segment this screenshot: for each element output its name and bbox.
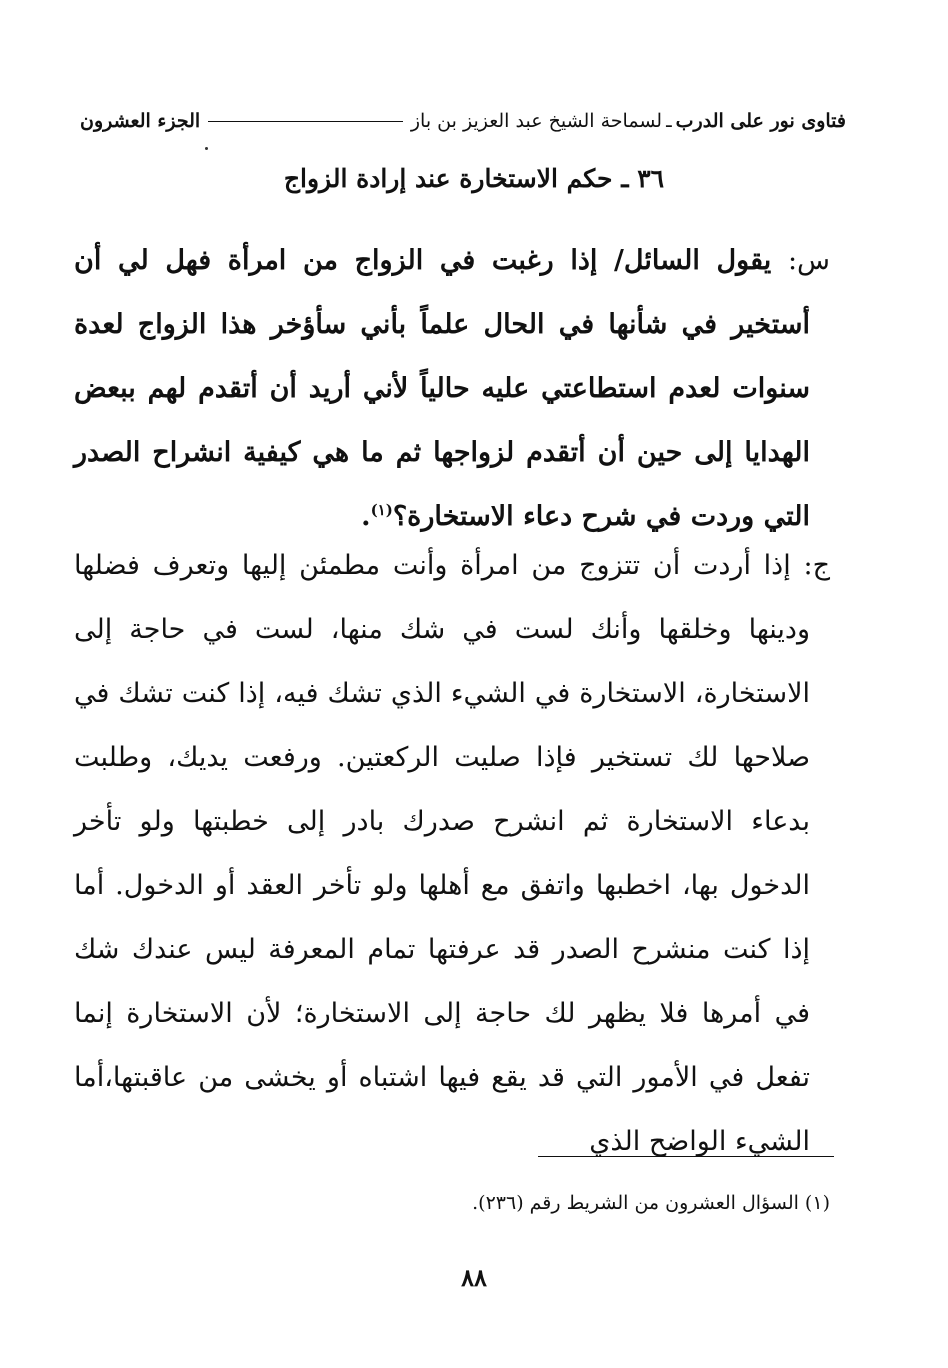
header-rule — [208, 121, 403, 122]
question-prefix: س: — [787, 245, 830, 276]
print-speck — [205, 147, 208, 150]
answer-prefix: ج: — [803, 550, 830, 581]
question-end: . — [361, 501, 371, 532]
footnote: (١) السؤال العشرون من الشريط رقم (٢٣٦). — [472, 1192, 830, 1214]
header-separator: ـ — [666, 110, 672, 132]
chapter-title: ٣٦ ـ حكم الاستخارة عند إرادة الزواج — [283, 164, 665, 193]
running-header — [80, 104, 846, 138]
question-text: يقول السائل/ إذا رغبت في الزواج من امرأة فهل لي أن أستخير في شأنها في الحال علماً بأني سأؤخر هذا الزواج لعدة سنوات لعدم استطاعتي عليه حالياً لأني أريد أن أتقدم لهم ببعض الهدايا إلى حين أن أتقدم لزواجها ثم ما هي كيفية انشراح الصدر التي وردت في شرح دعاء الاستخارة؟ — [74, 245, 810, 532]
footnote-reference[interactable]: (١) — [370, 501, 393, 519]
header-volume: الجزء العشرون — [80, 110, 201, 132]
answer-paragraph — [74, 534, 830, 1174]
footnote-divider — [538, 1156, 834, 1157]
header-author: لسماحة الشيخ عبد العزيز بن باز — [410, 110, 663, 132]
answer-text: إذا أردت أن تتزوج من امرأة وأنت مطمئن إليها وتعرف فضلها ودينها وخلقها وأنك لست في شك منها، لست في حاجة إلى الاستخارة، الاستخارة في الشيء الذي تشك فيه، إذا كنت تشك في صلاحها لك تستخير فإذا صليت الركعتين. ورفعت يديك، وطلبت بدعاء الاستخارة ثم انشرح صدرك بادر إلى خطبتها ولو تأخر الدخول بها، اخطبها واتفق مع أهلها ولو تأخر العقد أو الدخول. أما إذا كنت منشرح الصدر قد عرفتها تمام المعرفة ليس عندك شك في أمرها فلا يظهر لك حاجة إلى الاستخارة؛ لأن الاستخارة إنما تفعل في الأمور التي قد يقع فيها اشتباه أو يخشى من عاقبتها،أما الشيء الواضح الذي — [74, 550, 810, 1157]
question-paragraph — [74, 229, 830, 549]
header-book-title: فتاوى نور على الدرب — [675, 110, 846, 132]
page-number: ٨٨ — [461, 1263, 487, 1292]
